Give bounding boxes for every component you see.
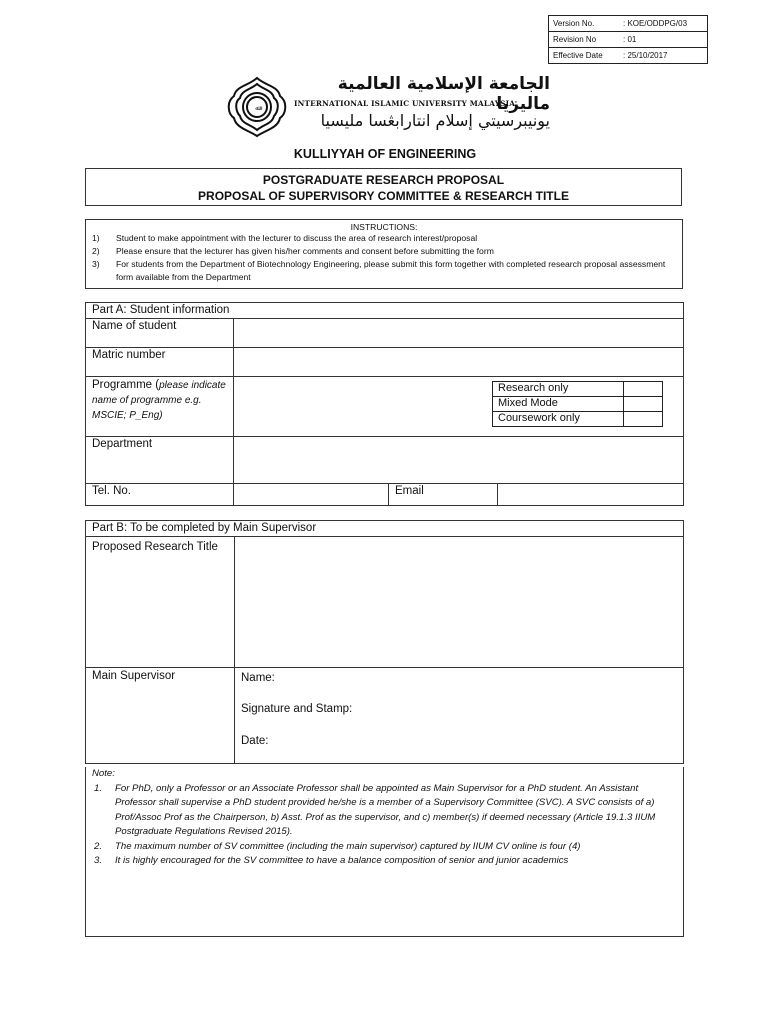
item-number: 2. (94, 840, 103, 852)
part-b-table (85, 520, 684, 764)
date-field: Date: (241, 735, 269, 747)
programme-type-options (492, 381, 663, 427)
university-logo (222, 72, 552, 144)
option-research-only: Research only (493, 382, 624, 397)
department-field[interactable] (234, 437, 684, 484)
research-only-checkbox[interactable] (624, 382, 663, 397)
tel-no-label: Tel. No. (86, 484, 234, 506)
effective-date-label: Effective Date (553, 51, 603, 60)
notes-list (92, 782, 677, 869)
programme-label-text: Programme ( (92, 379, 160, 391)
part-b-header: Part B: To be completed by Main Supervisor (86, 521, 684, 537)
coursework-only-checkbox[interactable] (624, 412, 663, 427)
email-field[interactable] (498, 484, 684, 506)
logo-jawi-text: يونيبرسيتي إسلام انتارابڠسا مليسيا (320, 111, 550, 130)
list-item (86, 232, 682, 245)
note-heading: Note: (92, 768, 115, 779)
programme-label (86, 377, 234, 437)
item-text: It is highly encouraged for the SV committee to have a balance composition of senior and junior academics (115, 855, 569, 866)
email-label: Email (389, 484, 498, 506)
effective-date-value: : 25/10/2017 (623, 51, 668, 60)
revision-row (549, 32, 708, 48)
list-item (92, 854, 677, 869)
item-text: Please ensure that the lecturer has given his/her comments and consent before submitting the form (116, 246, 494, 256)
item-number: 3. (94, 855, 103, 866)
item-text: Student to make appointment with the lecturer to discuss the area of research interest/proposal (116, 233, 478, 243)
logo-arabic-text: الجامعة الإسلامية العالمية ماليزيا (337, 74, 550, 114)
form-title-box (85, 168, 682, 206)
notes-box (85, 767, 684, 937)
faculty-heading: KULLIYYAH OF ENGINEERING (293, 147, 477, 161)
main-supervisor-label: Main Supervisor (86, 668, 235, 764)
matric-number-field[interactable] (234, 348, 684, 377)
logo-english-text: INTERNATIONAL ISLAMIC UNIVERSITY MALAYSIA (294, 99, 516, 108)
research-title-label: Proposed Research Title (86, 537, 235, 668)
mixed-mode-checkbox[interactable] (624, 397, 663, 412)
name-of-student-label: Name of student (86, 319, 234, 348)
revision-value: : 01 (619, 32, 708, 48)
svg-text:ﷲ: ﷲ (255, 105, 259, 112)
option-mixed-mode: Mixed Mode (493, 397, 624, 412)
option-coursework-only: Coursework only (493, 412, 624, 427)
revision-label: Revision No (549, 32, 620, 48)
signature-stamp-field: Signature and Stamp: (241, 703, 353, 715)
version-value: : KOE/ODDPG/03 (619, 16, 708, 32)
list-item (92, 782, 677, 840)
emblem-icon (222, 72, 292, 142)
item-text: For PhD, only a Professor or an Associate Professor shall be appointed as Main Supervisor for a PhD student. An Assistant Professor shall supervise a PhD student provided he/she is a member of a Supervisory Committee (SVC). A SVC consists of a) Prof/Assoc Prof as the Chairperson, b) Asst. Prof as the supervisor, and c) member(s) if deemed necessary (Article 19.1.3 IIUM Postgraduate Regulations Revised 2015). (115, 782, 656, 837)
research-title-field[interactable] (235, 537, 684, 668)
supervisor-name-field: Name: (241, 672, 275, 684)
main-supervisor-details[interactable] (235, 668, 684, 764)
form-title-line1: POSTGRADUATE RESEARCH PROPOSAL (262, 173, 505, 187)
instructions-list (86, 232, 682, 284)
item-text: The maximum number of SV committee (including the main supervisor) captured by IIUM CV online is four (4) (115, 840, 581, 852)
tel-no-field[interactable] (234, 484, 389, 506)
list-item (86, 245, 682, 258)
matric-number-label: Matric number (86, 348, 234, 377)
form-title-line2: PROPOSAL OF SUPERVISORY COMMITTEE & RESEARCH TITLE (198, 189, 569, 203)
instructions-box (85, 219, 683, 289)
version-row (549, 16, 708, 32)
part-a-table (85, 302, 684, 506)
list-item (86, 258, 682, 284)
instructions-heading: INSTRUCTIONS: (350, 222, 418, 232)
version-label: Version No. (549, 16, 620, 32)
item-number: 1) (92, 233, 100, 243)
item-number: 2) (92, 246, 100, 256)
list-item (92, 840, 677, 855)
programme-hint: please indicate name of programme e.g. MSCIE; P_Eng) (92, 380, 226, 421)
programme-field[interactable] (234, 377, 684, 437)
effective-date-row (549, 48, 708, 64)
item-number: 1. (94, 782, 103, 794)
item-number: 3) (92, 259, 100, 269)
name-of-student-field[interactable] (234, 319, 684, 348)
department-label: Department (86, 437, 234, 484)
part-a-header: Part A: Student information (86, 303, 684, 319)
document-control-box (548, 15, 708, 64)
item-text: For students from the Department of Biotechnology Engineering, please submit this form together with completed research proposal assessment form available from the Department (116, 259, 666, 282)
